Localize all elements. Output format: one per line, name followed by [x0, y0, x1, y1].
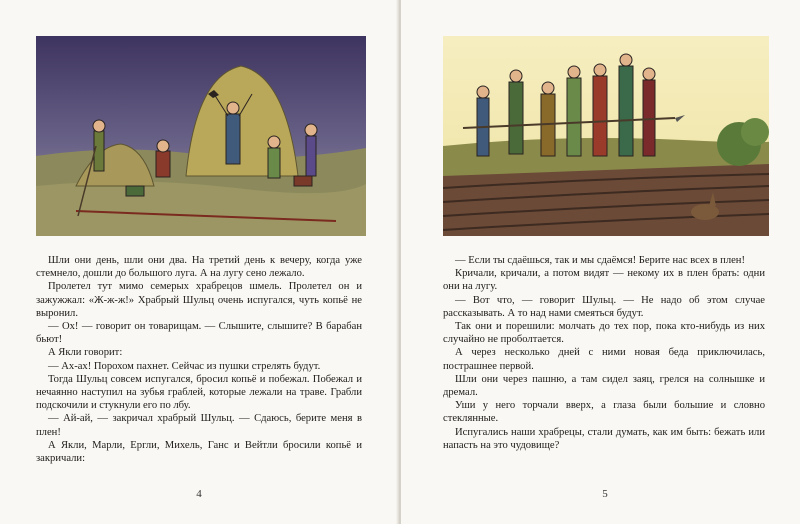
paragraph: — Ай-ай, — закричал храбрый Шульц. — Сдаюсь, берите меня в плен!: [36, 413, 362, 438]
haystack-illustration-svg: [36, 36, 366, 236]
page-number: 5: [602, 488, 608, 500]
paragraph: Так они и порешили: молчать до тех пор, пока кто-нибудь из них случайно не проболтается.: [443, 321, 765, 346]
paragraph: Испугались наши храбрецы, стали думать, как им быть: бежать или напасть на это чудовище?: [443, 426, 765, 451]
page-number: 4: [196, 488, 202, 500]
right-page: [401, 0, 800, 524]
paragraph: Уши у него торчали вверх, а глаза были большие и словно стеклянные.: [443, 400, 765, 425]
paragraph: А Якли говорит:: [48, 347, 123, 359]
paragraph: — Вот что, — говорит Шульц. — Не надо об этом случае рассказывать. А то над нами смеяться будут.: [443, 294, 765, 319]
paragraph: Шли они через пашню, а там сидел заяц, грелся на солнышке и дремал.: [443, 373, 765, 399]
illustration-haystack-scene: [36, 36, 366, 236]
paragraph: А через несколько дней с ними новая беда приключилась, пострашнее первой.: [443, 347, 765, 372]
paragraph: — Ох! — говорит он товарищам. — Слышите, слышите? В барабан бьют!: [36, 321, 362, 346]
paragraph: А Якли, Марли, Ергли, Михель, Ганс и Вейтли бросили копьё и закричали:: [36, 439, 362, 465]
left-page-text: [36, 254, 362, 465]
paragraph: — Если ты сдаёшься, так и мы сдаёмся! Берите нас всех в плен!: [455, 255, 746, 266]
right-page-text: [443, 254, 765, 452]
field-illustration-svg: [443, 36, 769, 236]
paragraph: Шли они день, шли они два. На третий день к вечеру, когда уже стемнело, дошли до большого луга. А на лугу сено лежало.: [36, 255, 362, 280]
paragraph: Пролетел тут мимо семерых храбрецов шмель. Пролетел он и зажужжал: «Ж-ж-ж!» Храбрый Шульц очень испугался, чуть копьё не выронил.: [36, 281, 362, 319]
paragraph: — Ах-ах! Порохом пахнет. Сейчас из пушки стрелять будут.: [48, 360, 321, 372]
paragraph: Тогда Шульц совсем испугался, бросил копьё и побежал. Побежал и нечаянно наступил на зубья граблей, которые лежали на траве. Грабли подскочили и стукнули его по лбу.: [36, 373, 362, 412]
left-page: [0, 0, 399, 524]
paragraph: Кричали, кричали, а потом видят — некому их в плен брать: одни они на лугу.: [443, 268, 765, 293]
illustration-field-scene: [443, 36, 769, 236]
